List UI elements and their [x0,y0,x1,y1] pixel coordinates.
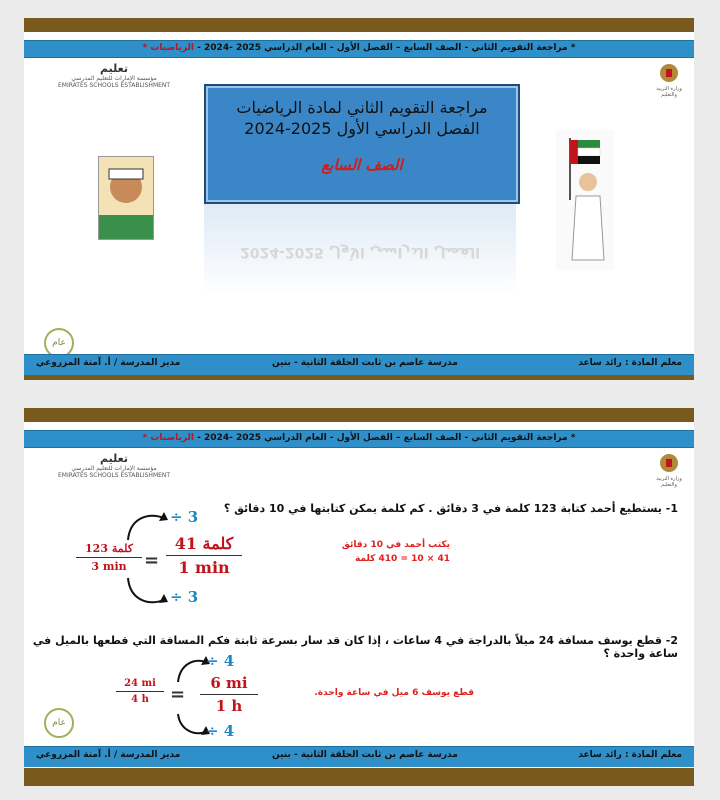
q2-left-denominator: 4 h [131,694,149,705]
top-border [24,408,694,422]
q2-divide-bottom: ÷ 4 [206,722,235,740]
fraction-bar [116,691,164,692]
footer-bar [24,746,694,767]
falcon-emblem-icon [658,62,680,84]
cover-title-line2: الفصل الدراسي الأول 2025-2024 [244,119,480,138]
right-illustration [556,130,614,270]
ministry-logo [652,62,686,98]
footer-teacher: معلم المادة : رائد ساعد [578,358,682,368]
taleem-logo-text: تعليم [100,62,128,75]
ministry-logo-text: وزارة التربية والتعليم [656,86,682,98]
header-text [24,40,694,56]
taleem-logo-sub: مؤسسة الإمارات للتعليم المدرسي [71,465,157,472]
q1-fraction-left [76,542,142,573]
fraction-bar [200,694,258,695]
year-emblem [44,708,74,738]
taleem-logo-en: EMIRATES SCHOOLS ESTABLISHMENT [58,82,171,89]
equals-sign: = [144,550,160,571]
header-text [24,430,694,446]
header-subject: الرياضيات * [142,43,195,53]
left-illustration [98,156,154,240]
q2-fraction-right [200,674,258,715]
footer-bar [24,354,694,375]
header-subject: الرياضيات * [142,433,195,443]
taleem-logo [58,452,170,479]
falcon-emblem-icon [658,452,680,474]
bottom-border [24,768,694,786]
q1-divide-bottom: ÷ 3 [170,588,199,606]
header-main-text: * مراجعة التقويم الثاني - الصف السابع – الفصل الأول - العام الدراسي 2025 -2024 - [197,433,576,443]
question-1-text: 1- يستطيع أحمد كتابة 123 كلمة في 3 دقائق . كم كلمة يمكن كتابتها في 10 دقائق ؟ [223,502,678,515]
footer-school: مدرسة عاصم بن ثابت الحلقة الثانية - بنين [272,750,458,760]
q2-right-denominator: 1 h [215,697,243,715]
q2-divide-top: ÷ 4 [206,652,235,670]
fraction-bar [76,557,142,558]
footer-principal: مدير المدرسة / أ. آمنة المزروعي [36,750,181,760]
taleem-logo-text: تعليم [100,452,128,465]
boy-with-flag-icon [556,130,614,270]
q1-right-denominator: 1 min [178,558,230,577]
q1-left-denominator: 3 min [91,560,127,573]
q2-left-numerator: 24 mi [124,678,156,689]
taleem-logo-sub: مؤسسة الإمارات للتعليم المدرسي [71,75,157,82]
year-emblem-text: عام [52,338,66,348]
cover-title-box [204,84,520,204]
q2-answer: قطع يوسف 6 ميل في ساعة واحدة. [314,688,474,698]
q1-answer-line2: 41 × 10 = 410 كلمة [354,554,450,564]
ministry-logo [652,452,686,488]
reflection-text: 2024-2025 الفصل الدراسي الأول [240,244,480,260]
questions-slide [24,408,694,786]
q2-fraction-left [116,678,164,705]
q1-fraction-right [166,534,242,577]
footer-teacher: معلم المادة : رائد ساعد [578,750,682,760]
ministry-logo-text: وزارة التربية والتعليم [656,476,682,488]
student-portrait-icon [99,157,153,239]
top-border [24,18,694,32]
q1-right-numerator: 41 كلمة [174,534,234,553]
header-main-text: * مراجعة التقويم الثاني - الصف السابع – الفصل الأول - العام الدراسي 2025 -2024 - [197,43,576,53]
footer-school: مدرسة عاصم بن ثابت الحلقة الثانية - بنين [272,358,458,368]
q1-divide-top: ÷ 3 [170,508,199,526]
cover-grade: الصف السابع [321,156,403,174]
taleem-logo [58,62,170,89]
cover-slide [24,18,694,380]
footer-principal: مدير المدرسة / أ. آمنة المزروعي [36,358,181,368]
bottom-border [24,375,694,380]
taleem-logo-en: EMIRATES SCHOOLS ESTABLISHMENT [58,472,171,479]
q1-answer-line1: يكتب أحمد في 10 دقائق [341,540,450,550]
q1-left-numerator: 123 كلمة [85,542,133,555]
title-reflection [204,204,516,296]
cover-title-line1: مراجعة التقويم الثاني لمادة الرياضيات [236,98,488,117]
q1-answer [320,540,450,564]
fraction-bar [166,555,242,556]
equals-sign: = [170,684,186,705]
year-emblem-text: عام [52,718,66,728]
q2-right-numerator: 6 mi [210,674,248,692]
question-2-text: 2- قطع يوسف مسافة 24 ميلاً بالدراجة في 4 ساعات ، إذا كان قد سار بسرعة ثابتة فكم المسافة التي قطعها بالميل في ساعة واحدة ؟ [32,634,678,660]
